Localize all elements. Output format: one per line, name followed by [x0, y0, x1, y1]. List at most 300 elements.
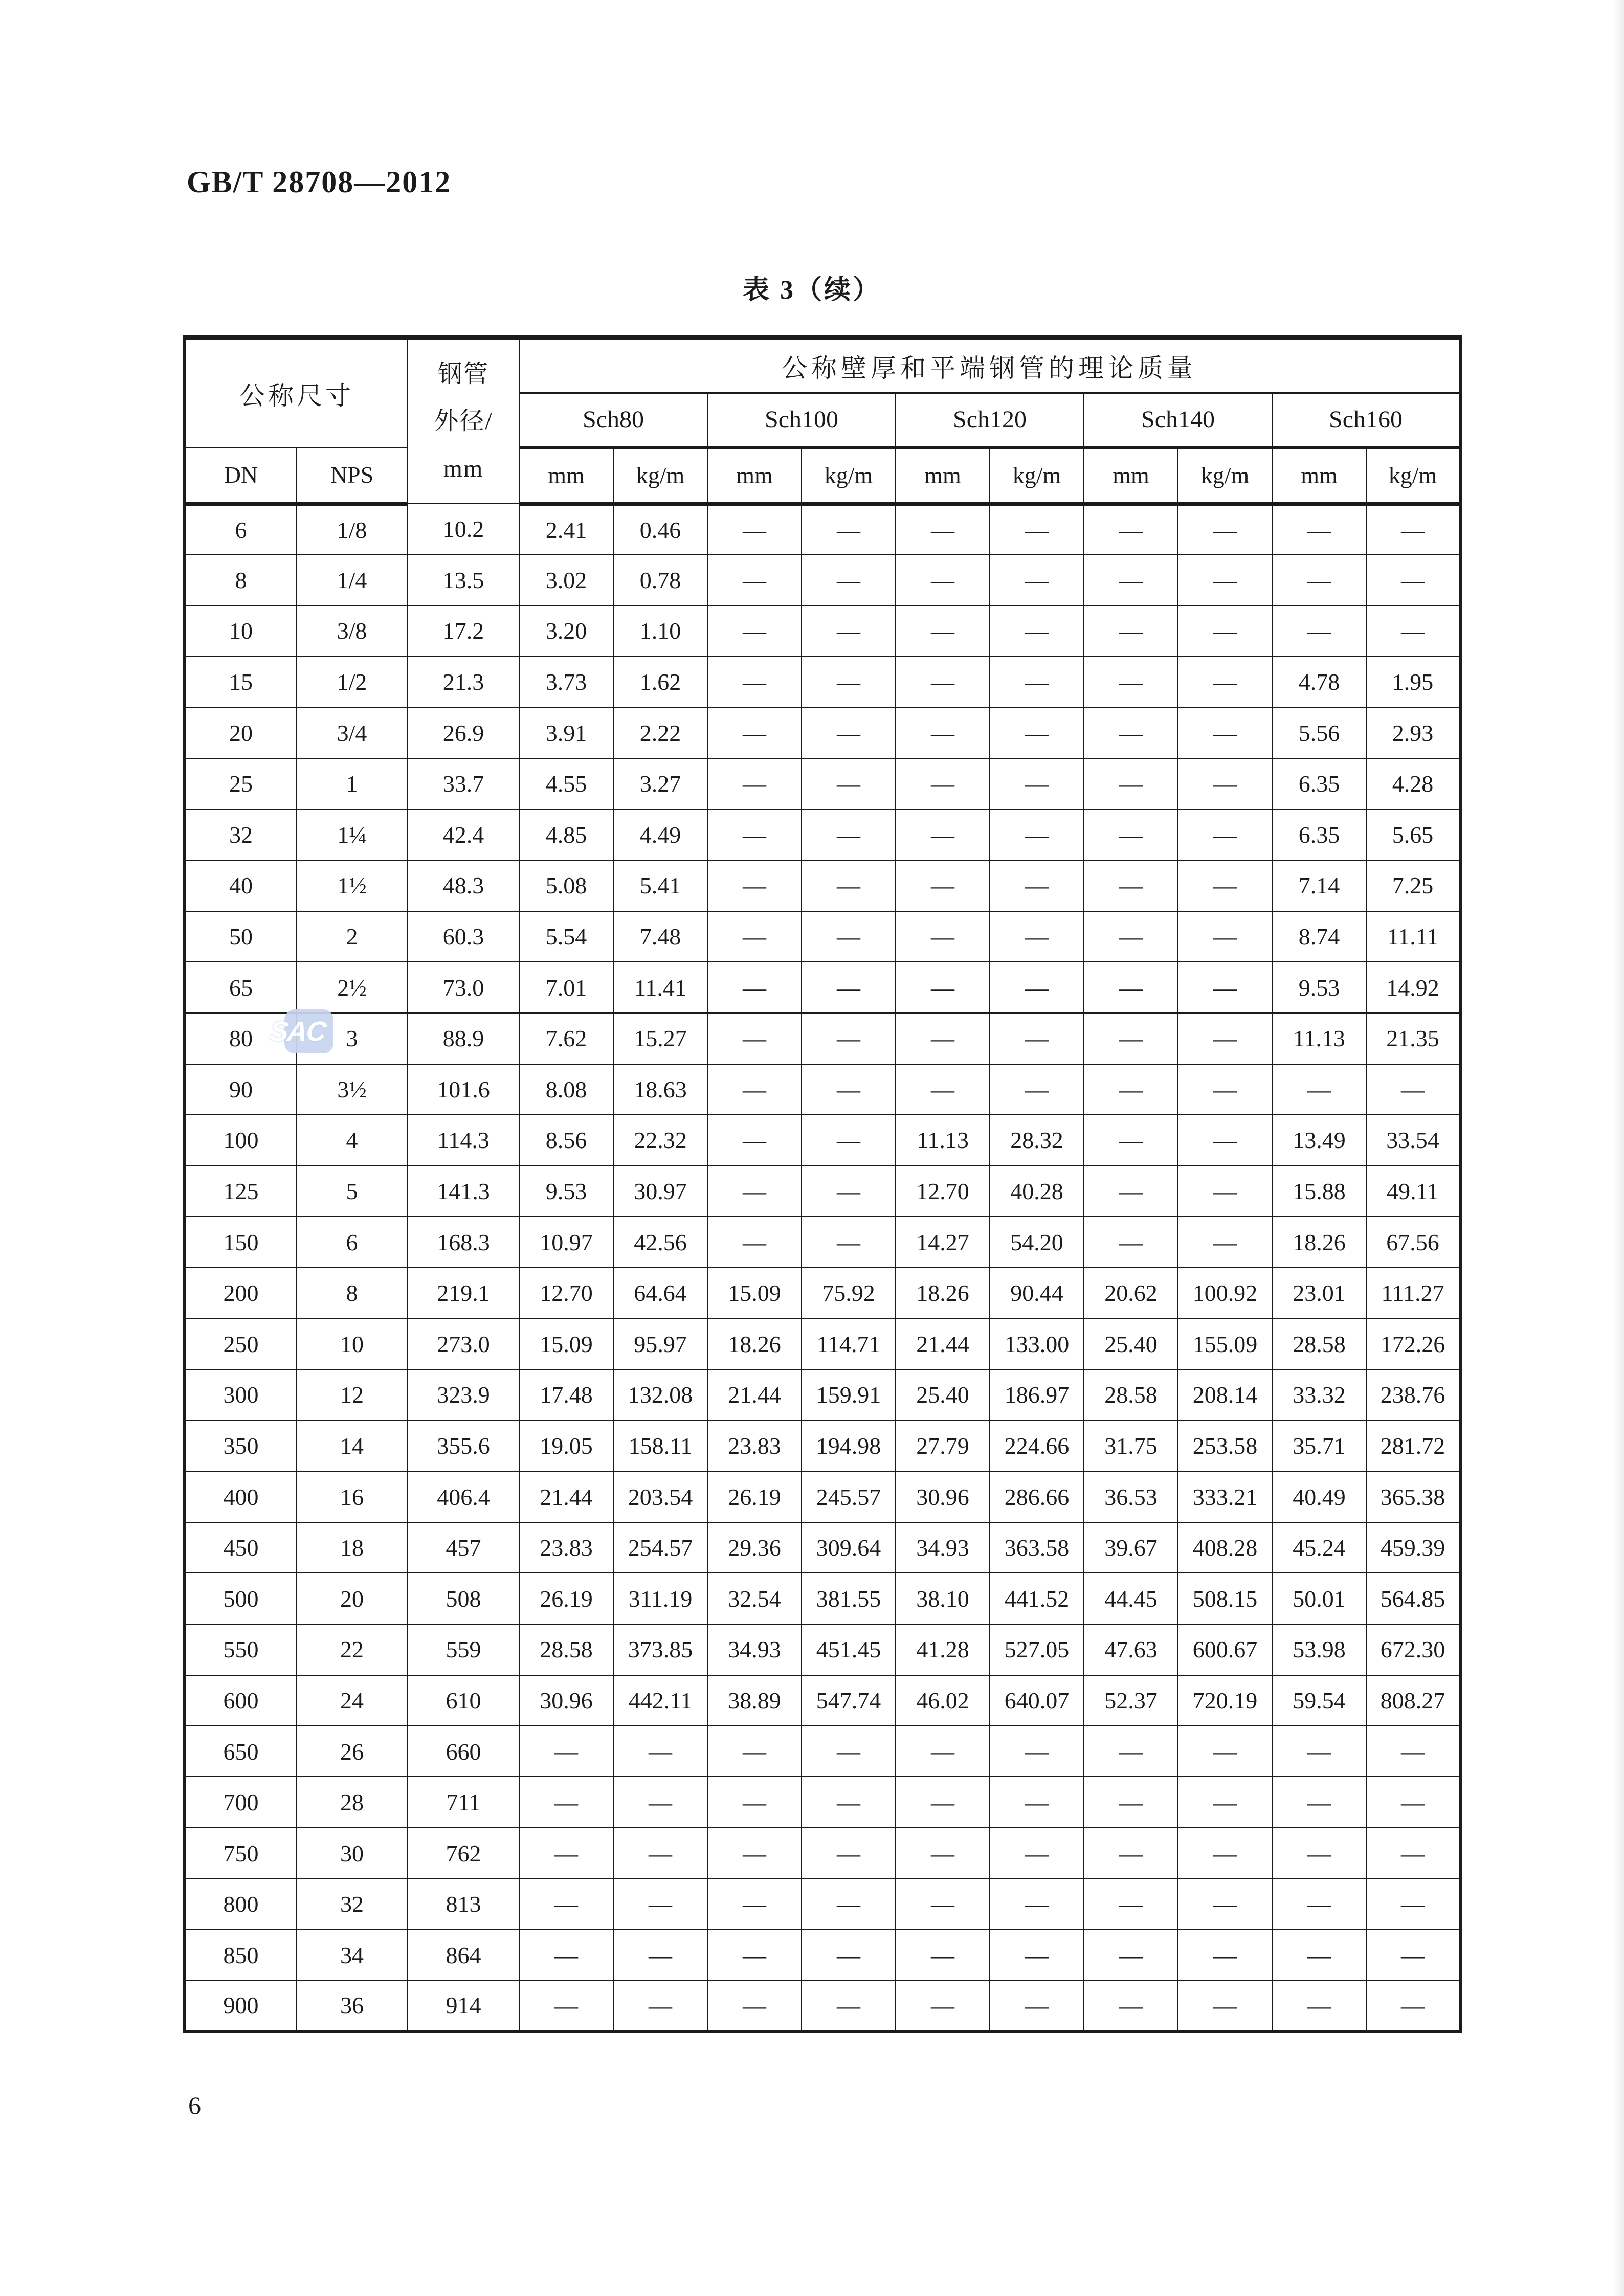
table-cell: 26.19: [519, 1573, 613, 1624]
table-cell: 30.96: [896, 1471, 990, 1522]
table-cell: —: [613, 1777, 707, 1828]
table-row: [185, 1522, 1460, 1573]
table-cell: —: [1178, 1980, 1272, 2032]
header-sch80: Sch80: [519, 393, 707, 447]
table-cell: 3.73: [519, 657, 613, 708]
table-cell: 808.27: [1366, 1675, 1460, 1726]
table-cell: —: [802, 962, 896, 1013]
table-cell: 60.3: [408, 911, 519, 962]
table-cell: 38.10: [896, 1573, 990, 1624]
table-cell: —: [707, 657, 802, 708]
table-cell: 7.01: [519, 962, 613, 1013]
table-cell: 1: [296, 758, 408, 809]
table-cell: 133.00: [990, 1319, 1084, 1370]
table-row: [185, 1013, 1460, 1064]
table-row: [185, 860, 1460, 911]
table-cell: —: [519, 1980, 613, 2032]
table-cell: 50.01: [1272, 1573, 1366, 1624]
table-cell: 28.58: [1084, 1369, 1178, 1421]
table-cell: 3/8: [296, 605, 408, 657]
table-cell: —: [802, 1217, 896, 1268]
table-cell: 900: [185, 1980, 296, 2032]
table-cell: —: [1178, 504, 1272, 555]
table-cell: —: [990, 1013, 1084, 1064]
table-cell: 34.93: [707, 1624, 802, 1675]
table-cell: 381.55: [802, 1573, 896, 1624]
table-cell: 7.62: [519, 1013, 613, 1064]
table-cell: 28.58: [519, 1624, 613, 1675]
table-row: [185, 504, 1460, 555]
table-cell: 7.25: [1366, 860, 1460, 911]
table-cell: —: [1178, 1217, 1272, 1268]
table-cell: 363.58: [990, 1522, 1084, 1573]
table-cell: 34.93: [896, 1522, 990, 1573]
table-cell: 1/4: [296, 555, 408, 606]
table-cell: 355.6: [408, 1421, 519, 1472]
table-row: [185, 605, 1460, 657]
table-cell: —: [1366, 605, 1460, 657]
table-cell: —: [519, 1828, 613, 1879]
table-cell: —: [990, 1064, 1084, 1115]
table-cell: 281.72: [1366, 1421, 1460, 1472]
table-cell: 5.56: [1272, 707, 1366, 758]
table-cell: 1.95: [1366, 657, 1460, 708]
table-cell: —: [519, 1777, 613, 1828]
table-cell: —: [802, 911, 896, 962]
table-cell: 20: [185, 707, 296, 758]
header-unit-kgm: kg/m: [990, 447, 1084, 504]
table-cell: —: [802, 809, 896, 861]
table-cell: —: [707, 1828, 802, 1879]
table-cell: 559: [408, 1624, 519, 1675]
table-cell: 250: [185, 1319, 296, 1370]
table-cell: —: [707, 707, 802, 758]
table-cell: 18: [296, 1522, 408, 1573]
table-cell: 1/8: [296, 504, 408, 555]
header-dn: DN: [185, 447, 296, 504]
header-sch100: Sch100: [707, 393, 896, 447]
table-cell: —: [1178, 1777, 1272, 1828]
table-cell: 0.78: [613, 555, 707, 606]
header-od-line1: 钢管: [437, 361, 489, 388]
table-cell: 90: [185, 1064, 296, 1115]
page-number: 6: [188, 2091, 201, 2120]
table-cell: —: [1084, 1166, 1178, 1217]
table-cell: 172.26: [1366, 1319, 1460, 1370]
table-cell: —: [990, 962, 1084, 1013]
table-cell: 309.64: [802, 1522, 896, 1573]
table-cell: —: [1084, 1879, 1178, 1930]
header-od-line3: mm: [443, 455, 484, 482]
table-cell: 28.32: [990, 1115, 1084, 1166]
header-nps: NPS: [296, 447, 408, 504]
table-cell: —: [896, 1980, 990, 2032]
table-cell: —: [707, 911, 802, 962]
table-cell: —: [1084, 1726, 1178, 1777]
table-cell: 132.08: [613, 1369, 707, 1421]
table-cell: 3: [296, 1013, 408, 1064]
table-cell: 23.83: [519, 1522, 613, 1573]
table-cell: —: [1178, 605, 1272, 657]
table-cell: —: [1178, 809, 1272, 861]
table-cell: 4: [296, 1115, 408, 1166]
table-cell: 800: [185, 1879, 296, 1930]
table-cell: —: [707, 962, 802, 1013]
table-cell: 13.49: [1272, 1115, 1366, 1166]
table-cell: —: [896, 1726, 990, 1777]
table-cell: 42.4: [408, 809, 519, 861]
table-cell: —: [1084, 962, 1178, 1013]
table-cell: 36: [296, 1980, 408, 2032]
table-cell: 3.27: [613, 758, 707, 809]
table-cell: 4.55: [519, 758, 613, 809]
table-cell: —: [802, 758, 896, 809]
table-row: [185, 1064, 1460, 1115]
table-cell: 1.62: [613, 657, 707, 708]
table-cell: 10.2: [408, 504, 519, 555]
table-row: [185, 962, 1460, 1013]
table-cell: —: [1272, 1777, 1366, 1828]
table-cell: 25: [185, 758, 296, 809]
table-cell: —: [802, 1166, 896, 1217]
table-cell: —: [896, 758, 990, 809]
table-cell: 95.97: [613, 1319, 707, 1370]
table-cell: 23.83: [707, 1421, 802, 1472]
table-cell: —: [990, 605, 1084, 657]
table-cell: —: [1272, 504, 1366, 555]
table-cell: 101.6: [408, 1064, 519, 1115]
table-cell: 406.4: [408, 1471, 519, 1522]
table-cell: 508: [408, 1573, 519, 1624]
table-cell: —: [1178, 1879, 1272, 1930]
table-cell: 40: [185, 860, 296, 911]
table-cell: 25.40: [896, 1369, 990, 1421]
table-row: [185, 1421, 1460, 1472]
table-cell: 300: [185, 1369, 296, 1421]
table-cell: 6: [185, 504, 296, 555]
table-cell: 49.11: [1366, 1166, 1460, 1217]
table-cell: 4.78: [1272, 657, 1366, 708]
table-cell: —: [707, 1980, 802, 2032]
header-unit-mm: mm: [707, 447, 802, 504]
table-cell: 564.85: [1366, 1573, 1460, 1624]
table-cell: —: [707, 1726, 802, 1777]
table-cell: 762: [408, 1828, 519, 1879]
table-cell: —: [896, 605, 990, 657]
table-cell: 111.27: [1366, 1268, 1460, 1319]
table-cell: 64.64: [613, 1268, 707, 1319]
header-unit-mm: mm: [896, 447, 990, 504]
table-row: [185, 1115, 1460, 1166]
table-cell: 365.38: [1366, 1471, 1460, 1522]
table-cell: 4.85: [519, 809, 613, 861]
table-cell: 32: [296, 1879, 408, 1930]
table-row: [185, 758, 1460, 809]
table-row: [185, 1471, 1460, 1522]
table-cell: 32.54: [707, 1573, 802, 1624]
table-row: [185, 1980, 1460, 2032]
table-cell: 80: [185, 1013, 296, 1064]
table-cell: 39.67: [1084, 1522, 1178, 1573]
table-cell: 18.26: [896, 1268, 990, 1319]
table-cell: 813: [408, 1879, 519, 1930]
table-cell: 90.44: [990, 1268, 1084, 1319]
table-cell: 500: [185, 1573, 296, 1624]
table-cell: 25.40: [1084, 1319, 1178, 1370]
table-cell: 48.3: [408, 860, 519, 911]
table-cell: —: [1084, 1930, 1178, 1981]
table-cell: —: [896, 1013, 990, 1064]
table-cell: 508.15: [1178, 1573, 1272, 1624]
pipe-dimension-table: [183, 335, 1462, 2033]
table-cell: 7.48: [613, 911, 707, 962]
table-cell: 660: [408, 1726, 519, 1777]
table-cell: 850: [185, 1930, 296, 1981]
table-cell: 5.08: [519, 860, 613, 911]
table-cell: —: [802, 1064, 896, 1115]
table-cell: —: [613, 1726, 707, 1777]
table-cell: 34: [296, 1930, 408, 1981]
table-cell: 6.35: [1272, 758, 1366, 809]
table-cell: 125: [185, 1166, 296, 1217]
table-cell: 11.41: [613, 962, 707, 1013]
table-cell: 914: [408, 1980, 519, 2032]
table-cell: 15.88: [1272, 1166, 1366, 1217]
table-cell: 21.44: [707, 1369, 802, 1421]
table-cell: 9.53: [519, 1166, 613, 1217]
table-cell: —: [896, 707, 990, 758]
table-cell: 186.97: [990, 1369, 1084, 1421]
table-cell: 8.56: [519, 1115, 613, 1166]
table-cell: 33.32: [1272, 1369, 1366, 1421]
table-cell: —: [802, 1879, 896, 1930]
table-cell: —: [990, 707, 1084, 758]
table-cell: —: [1084, 860, 1178, 911]
table-cell: —: [802, 860, 896, 911]
table-cell: —: [707, 1930, 802, 1981]
table-cell: 610: [408, 1675, 519, 1726]
table-cell: —: [613, 1930, 707, 1981]
table-cell: —: [1366, 504, 1460, 555]
table-cell: 600: [185, 1675, 296, 1726]
table-cell: —: [1178, 1726, 1272, 1777]
table-cell: 1/2: [296, 657, 408, 708]
table-cell: 21.44: [519, 1471, 613, 1522]
table-cell: 3/4: [296, 707, 408, 758]
table-cell: 750: [185, 1828, 296, 1879]
table-cell: —: [1084, 707, 1178, 758]
table-cell: 2.22: [613, 707, 707, 758]
table-cell: 550: [185, 1624, 296, 1675]
table-cell: —: [802, 504, 896, 555]
table-cell: 17.2: [408, 605, 519, 657]
table-cell: 8: [296, 1268, 408, 1319]
table-row: [185, 1319, 1460, 1370]
table-cell: 21.44: [896, 1319, 990, 1370]
table-cell: —: [1084, 1064, 1178, 1115]
table-cell: 350: [185, 1421, 296, 1472]
table-cell: —: [1178, 1064, 1272, 1115]
table-cell: —: [613, 1879, 707, 1930]
table-row: [185, 1369, 1460, 1421]
table-cell: 5: [296, 1166, 408, 1217]
table-cell: —: [1272, 605, 1366, 657]
table-cell: 32: [185, 809, 296, 861]
table-cell: 26: [296, 1726, 408, 1777]
table-cell: 4.49: [613, 809, 707, 861]
table-cell: 450: [185, 1522, 296, 1573]
table-cell: 88.9: [408, 1013, 519, 1064]
table-cell: 21.35: [1366, 1013, 1460, 1064]
table-cell: 203.54: [613, 1471, 707, 1522]
table-cell: 864: [408, 1930, 519, 1981]
table-cell: —: [613, 1828, 707, 1879]
table-cell: 35.71: [1272, 1421, 1366, 1472]
table-cell: —: [802, 657, 896, 708]
table-cell: 5.65: [1366, 809, 1460, 861]
table-cell: 3½: [296, 1064, 408, 1115]
table-cell: 67.56: [1366, 1217, 1460, 1268]
table-cell: —: [802, 555, 896, 606]
table-cell: —: [707, 860, 802, 911]
table-cell: —: [1084, 1980, 1178, 2032]
table-cell: 75.92: [802, 1268, 896, 1319]
table-cell: 20.62: [1084, 1268, 1178, 1319]
table-cell: 114.3: [408, 1115, 519, 1166]
table-cell: 3.02: [519, 555, 613, 606]
table-cell: 22: [296, 1624, 408, 1675]
table-cell: —: [896, 1930, 990, 1981]
table-cell: 155.09: [1178, 1319, 1272, 1370]
table-cell: —: [896, 809, 990, 861]
table-cell: 30.96: [519, 1675, 613, 1726]
table-row: [185, 1166, 1460, 1217]
header-unit-mm: mm: [1084, 447, 1178, 504]
table-cell: —: [990, 504, 1084, 555]
table-cell: 2: [296, 911, 408, 962]
table-cell: —: [519, 1930, 613, 1981]
table-cell: —: [896, 1828, 990, 1879]
table-cell: 158.11: [613, 1421, 707, 1472]
scan-edge-shadow: [1614, 0, 1624, 2296]
table-cell: —: [1084, 809, 1178, 861]
table-cell: —: [1272, 1930, 1366, 1981]
table-cell: 47.63: [1084, 1624, 1178, 1675]
table-cell: —: [1272, 1828, 1366, 1879]
table-cell: 457: [408, 1522, 519, 1573]
table-cell: —: [1178, 860, 1272, 911]
table-cell: 11.13: [896, 1115, 990, 1166]
table-cell: —: [1366, 1064, 1460, 1115]
table-caption: 表 3（续）: [742, 276, 881, 305]
table-cell: 20: [296, 1573, 408, 1624]
table-cell: 18.63: [613, 1064, 707, 1115]
table-cell: 254.57: [613, 1522, 707, 1573]
table-cell: —: [1272, 1726, 1366, 1777]
table-cell: 459.39: [1366, 1522, 1460, 1573]
table-cell: —: [896, 555, 990, 606]
table-cell: —: [1178, 1013, 1272, 1064]
table-cell: —: [1084, 1013, 1178, 1064]
table-cell: 194.98: [802, 1421, 896, 1472]
table-cell: —: [707, 1013, 802, 1064]
table-cell: —: [990, 1930, 1084, 1981]
table-cell: 6.35: [1272, 809, 1366, 861]
table-cell: 10: [185, 605, 296, 657]
table-cell: 8: [185, 555, 296, 606]
header-unit-kgm: kg/m: [613, 447, 707, 504]
table-row: [185, 1879, 1460, 1930]
table-cell: —: [990, 758, 1084, 809]
table-cell: —: [896, 911, 990, 962]
table-cell: —: [1178, 555, 1272, 606]
table-cell: —: [1178, 1828, 1272, 1879]
table-cell: 53.98: [1272, 1624, 1366, 1675]
table-cell: 18.26: [1272, 1217, 1366, 1268]
table-cell: 4.28: [1366, 758, 1460, 809]
table-cell: 3.91: [519, 707, 613, 758]
table-cell: —: [802, 1115, 896, 1166]
table-cell: —: [1178, 1930, 1272, 1981]
table-cell: —: [990, 1777, 1084, 1828]
table-cell: —: [707, 504, 802, 555]
table-cell: —: [990, 1879, 1084, 1930]
table-row: [185, 1675, 1460, 1726]
table-cell: 8.74: [1272, 911, 1366, 962]
table-cell: 333.21: [1178, 1471, 1272, 1522]
table-cell: 26.9: [408, 707, 519, 758]
table-cell: —: [1366, 1828, 1460, 1879]
header-od-line2: 外径/: [434, 408, 493, 435]
table-cell: 224.66: [990, 1421, 1084, 1472]
table-cell: —: [707, 605, 802, 657]
table-row: [185, 809, 1460, 861]
table-cell: 5.41: [613, 860, 707, 911]
table-cell: 650: [185, 1726, 296, 1777]
table-cell: 273.0: [408, 1319, 519, 1370]
table-cell: —: [802, 1980, 896, 2032]
table-cell: 24: [296, 1675, 408, 1726]
table-cell: 15.09: [519, 1319, 613, 1370]
table-cell: —: [707, 1879, 802, 1930]
table-cell: —: [1366, 1777, 1460, 1828]
table-cell: 28.58: [1272, 1319, 1366, 1370]
header-unit-kgm: kg/m: [1178, 447, 1272, 504]
table-cell: 42.56: [613, 1217, 707, 1268]
sac-watermark: [268, 1009, 333, 1053]
table-cell: 38.89: [707, 1675, 802, 1726]
table-cell: —: [1178, 1166, 1272, 1217]
table-cell: 54.20: [990, 1217, 1084, 1268]
table-cell: 208.14: [1178, 1369, 1272, 1421]
table-cell: —: [896, 1777, 990, 1828]
table-row: [185, 1930, 1460, 1981]
table-cell: —: [896, 1879, 990, 1930]
table-cell: 245.57: [802, 1471, 896, 1522]
header-unit-kgm: kg/m: [802, 447, 896, 504]
table-cell: 373.85: [613, 1624, 707, 1675]
table-row: [185, 1828, 1460, 1879]
table-row: [185, 1777, 1460, 1828]
header-nominal-size: 公称尺寸: [185, 337, 408, 447]
table-cell: 52.37: [1084, 1675, 1178, 1726]
table-cell: 36.53: [1084, 1471, 1178, 1522]
table-cell: 1½: [296, 860, 408, 911]
table-cell: —: [707, 555, 802, 606]
table-cell: 600.67: [1178, 1624, 1272, 1675]
sac-watermark-text: SAC: [268, 1016, 327, 1047]
table-cell: —: [1178, 707, 1272, 758]
